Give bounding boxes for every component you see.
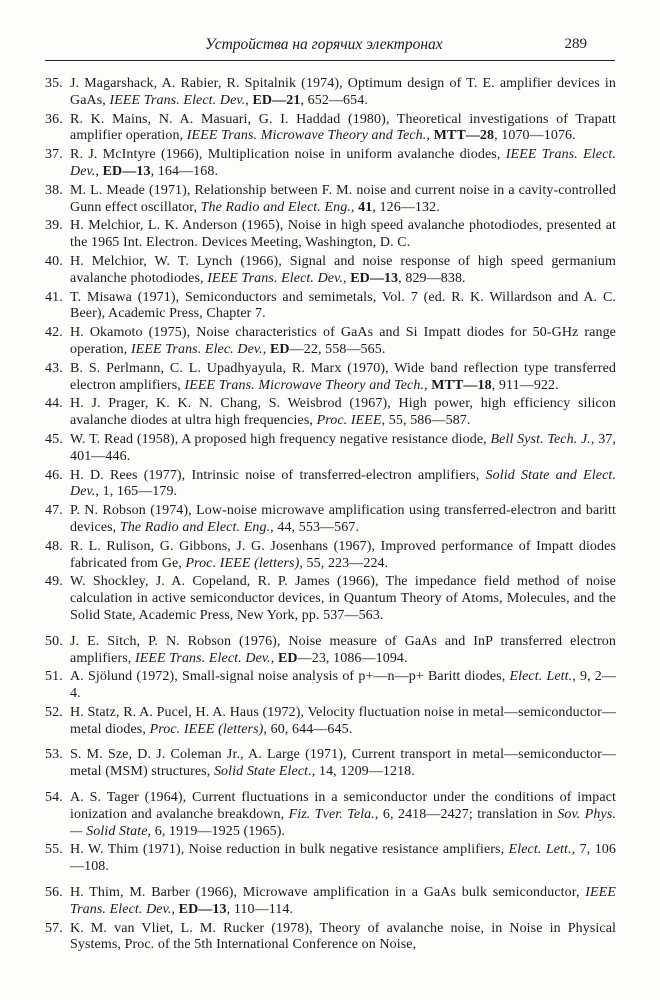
reference-text: , 911—922. xyxy=(491,377,559,393)
reference-text: T. Misawa (1971), Semiconductors and semimetals, Vol. 7 (ed. R. K. Willardson and A. C. Beer), Academic Press, Chapter 7. xyxy=(70,289,616,322)
reference-number: 40. xyxy=(45,253,63,269)
page-header xyxy=(45,34,615,61)
reference-text: R. J. McIntyre (1966), Multiplication noise in uniform avalanche diodes, xyxy=(70,147,506,163)
reference-text: , 1070—1076. xyxy=(494,128,576,144)
reference-text: —23, 1086—1094. xyxy=(297,650,408,666)
reference-text: IEEE Trans. Elect. Dev. xyxy=(109,92,246,108)
reference-list xyxy=(38,76,616,956)
reference-text: , 6, 1919—1925 (1965). xyxy=(147,823,286,839)
reference-text: 41 xyxy=(358,199,373,215)
reference-text: Elect. Lett. xyxy=(508,842,572,858)
reference-number: 56. xyxy=(45,885,63,901)
reference-text: , xyxy=(95,163,103,179)
reference-item xyxy=(38,468,616,502)
reference-text: , 164—168. xyxy=(150,163,219,179)
reference-text: , xyxy=(426,128,434,144)
reference-text: , xyxy=(245,92,253,108)
reference-text: H. Statz, R. A. Pucel, H. A. Haus (1972), Velocity fluctuation noise in metal—semiconductor—metal diodes, xyxy=(70,704,616,737)
reference-text: , xyxy=(270,650,278,666)
reference-text: , 37, 401—446. xyxy=(70,431,616,464)
running-title: Устройства на горячих электронах xyxy=(205,36,443,53)
reference-text: , 652—654. xyxy=(300,92,368,108)
reference-number: 51. xyxy=(45,669,63,685)
reference-item xyxy=(38,790,616,840)
reference-text: H. Okamoto (1975), Noise characteristics of GaAs and Si Impatt diodes for 50-GHz range operation, xyxy=(70,325,616,357)
reference-number: 53. xyxy=(45,747,63,763)
reference-text: M. L. Meade (1971), Relationship between F. M. noise and current noise in a cavity-controlled Gunn effect oscillator, xyxy=(70,182,616,215)
reference-item xyxy=(38,218,616,252)
reference-number: 43. xyxy=(45,360,63,376)
reference-item xyxy=(38,361,616,395)
page-number: 289 xyxy=(564,36,587,52)
reference-text: , 126—132. xyxy=(372,199,440,215)
reference-number: 55. xyxy=(45,842,63,858)
reference-item xyxy=(38,842,616,876)
reference-item xyxy=(38,147,616,181)
reference-text: , xyxy=(424,377,432,393)
reference-item xyxy=(38,325,616,359)
reference-text: J. Magarshack, A. Rabier, R. Spitalnik (1974), Optimum design of T. E. amplifier devices in GaAs, xyxy=(70,76,616,108)
reference-text: H. J. Prager, K. K. N. Chang, S. Weisbrod (1967), High power, high efficiency silicon avalanche diodes at ultra high frequencies, xyxy=(70,396,616,429)
reference-number: 35. xyxy=(45,76,63,91)
reference-text: , 14, 1209—1218. xyxy=(311,764,415,780)
reference-item xyxy=(38,705,616,739)
reference-text: H. Melchior, W. T. Lynch (1966), Signal and noise response of high speed germanium avalanche photodiodes, xyxy=(70,253,616,286)
reference-text: —22, 558—565. xyxy=(289,341,386,357)
reference-number: 42. xyxy=(45,325,63,341)
reference-text: S. M. Sze, D. J. Coleman Jr., A. Large (1971), Current transport in metal—semiconductor—metal (MSM) structures, xyxy=(70,747,616,780)
reference-number: 36. xyxy=(45,111,63,127)
reference-item xyxy=(38,112,616,146)
reference-text: H. Melchior, L. K. Anderson (1965), Noise in high speed avalanche photodiodes, presented at the 1965 Int. Electron. Devices Meeting, Washington, D. C. xyxy=(70,218,616,251)
reference-item xyxy=(38,76,616,110)
reference-item xyxy=(38,669,616,703)
reference-number: 49. xyxy=(45,574,63,590)
reference-text: , 6, 2418—2427; translation in xyxy=(374,806,558,822)
reference-item xyxy=(38,503,616,537)
reference-text: ED—13 xyxy=(102,163,151,179)
reference-text: IEEE Trans. Microwave Theory and Tech. xyxy=(184,377,425,393)
reference-text: IEEE Trans. Elect. Dev. xyxy=(207,270,343,286)
reference-text: Proc. IEEE xyxy=(316,413,382,429)
reference-number: 38. xyxy=(45,182,63,198)
reference-text: Solid State Elect. xyxy=(213,764,312,780)
reference-text: , 110—114. xyxy=(226,901,294,917)
reference-text: W. Shockley, J. A. Copeland, R. P. James (1966), The impedance field method of noise calculation in active semiconductor devices, in Quantum Theory of Atoms, Molecules, and the Solid State, Academic Press, New York, pp. 537—563. xyxy=(70,574,616,623)
reference-text: H. Thim, M. Barber (1966), Microwave amplification in a GaAs bulk semiconductor, xyxy=(70,885,586,901)
reference-item xyxy=(38,921,616,955)
reference-text: MTT—28 xyxy=(433,128,495,144)
reference-text: Solid State and Elect. Dev. xyxy=(70,467,617,500)
reference-number: 48. xyxy=(45,538,63,554)
reference-text: ED xyxy=(269,341,290,357)
reference-text: ED—13 xyxy=(178,901,227,917)
reference-item xyxy=(38,254,616,288)
reference-text: , 1, 165—179. xyxy=(95,484,178,500)
reference-text: Fiz. Tver. Tela. xyxy=(288,806,375,822)
reference-text: The Radio and Elect. Eng. xyxy=(200,199,351,215)
reference-number: 41. xyxy=(45,289,63,305)
reference-text: The Radio and Elect. Eng. xyxy=(119,519,271,535)
reference-text: IEEE Trans. Microwave Theory and Tech. xyxy=(186,128,427,144)
reference-number: 54. xyxy=(45,790,63,806)
reference-text: , xyxy=(350,199,359,215)
reference-number: 45. xyxy=(45,431,63,447)
reference-text: IEEE Trans. Elec. Dev. xyxy=(130,341,263,357)
reference-text: Bell Syst. Tech. J. xyxy=(490,431,591,447)
reference-text: W. T. Read (1958), A proposed high frequency negative resistance diode, xyxy=(70,431,491,447)
reference-number: 37. xyxy=(45,147,63,163)
reference-text: Proc. IEEE (letters) xyxy=(149,721,264,737)
reference-text: H. W. Thim (1971), Noise reduction in bulk negative resistance amplifiers, xyxy=(70,842,509,858)
reference-text: A. Sjölund (1972), Small-signal noise analysis of p+—n—p+ Baritt diodes, xyxy=(70,669,510,685)
reference-item xyxy=(38,290,616,324)
reference-text: ED xyxy=(277,650,298,666)
reference-number: 46. xyxy=(45,467,63,483)
reference-text: Proc. IEEE (letters) xyxy=(185,555,300,571)
reference-item xyxy=(38,885,616,919)
reference-text: , 829—838. xyxy=(398,270,466,286)
reference-text: , xyxy=(262,341,270,357)
reference-number: 57. xyxy=(45,920,63,936)
reference-text: , 55, 586—587. xyxy=(381,413,471,429)
reference-item xyxy=(38,747,616,781)
reference-number: 47. xyxy=(45,503,63,519)
reference-item xyxy=(38,574,616,624)
reference-text: , xyxy=(343,270,351,286)
reference-text: IEEE Trans. Elect. Dev. xyxy=(134,650,271,666)
reference-item xyxy=(38,183,616,217)
reference-item xyxy=(38,432,616,466)
reference-item xyxy=(38,634,616,668)
reference-text: , 60, 644—645. xyxy=(263,721,353,737)
reference-text: , 9, 2—4. xyxy=(70,669,616,702)
reference-item xyxy=(38,539,616,573)
reference-text: IEEE Trans. Elect. Dev. xyxy=(70,147,616,179)
reference-number: 52. xyxy=(45,704,63,720)
reference-text: R. L. Rulison, G. Gibbons, J. G. Josenhans (1967), Improved performance of Impatt diodes fabricated from Ge, xyxy=(70,538,616,571)
reference-number: 50. xyxy=(45,633,63,649)
reference-text: R. K. Mains, N. A. Masuari, G. I. Haddad (1980), Theoretical investigations of Trapatt amplifier operation, xyxy=(70,111,616,144)
reference-text: ED—13 xyxy=(350,270,399,286)
reference-text: Sov. Phys. — Solid State xyxy=(70,806,616,839)
reference-text: K. M. van Vliet, L. M. Rucker (1978), Theory of avalanche noise, in Noise in Physical Systems, Proc. of the 5th International Conference on Noise, xyxy=(70,920,616,953)
reference-text: J. E. Sitch, P. N. Robson (1976), Noise measure of GaAs and InP transferred electron amplifiers, xyxy=(70,633,616,666)
reference-text: , 7, 106—108. xyxy=(70,842,616,875)
reference-text: , xyxy=(171,901,179,917)
reference-text: MTT—18 xyxy=(431,377,492,393)
reference-text: H. D. Rees (1977), Intrinsic noise of transferred-electron amplifiers, xyxy=(70,467,486,483)
reference-text: ED—21 xyxy=(252,92,301,108)
reference-text: IEEE Trans. Elect. Dev. xyxy=(70,885,616,917)
reference-text: , 44, 553—567. xyxy=(270,519,360,535)
reference-text: , 55, 223—224. xyxy=(299,555,389,571)
reference-text: Elect. Lett. xyxy=(509,669,573,685)
reference-text: P. N. Robson (1974), Low-noise microwave amplification using transferred-electron and baritt devices, xyxy=(70,503,616,535)
reference-number: 44. xyxy=(45,396,63,412)
reference-text: B. S. Perlmann, C. L. Upadhyayula, R. Marx (1970), Wide band reflection type transferred electron amplifiers, xyxy=(70,360,616,393)
reference-item xyxy=(38,396,616,430)
reference-text: A. S. Tager (1964), Current fluctuations in a semiconductor under the conditions of impact ionization and avalanche breakdown, xyxy=(70,790,616,822)
reference-number: 39. xyxy=(45,218,63,234)
